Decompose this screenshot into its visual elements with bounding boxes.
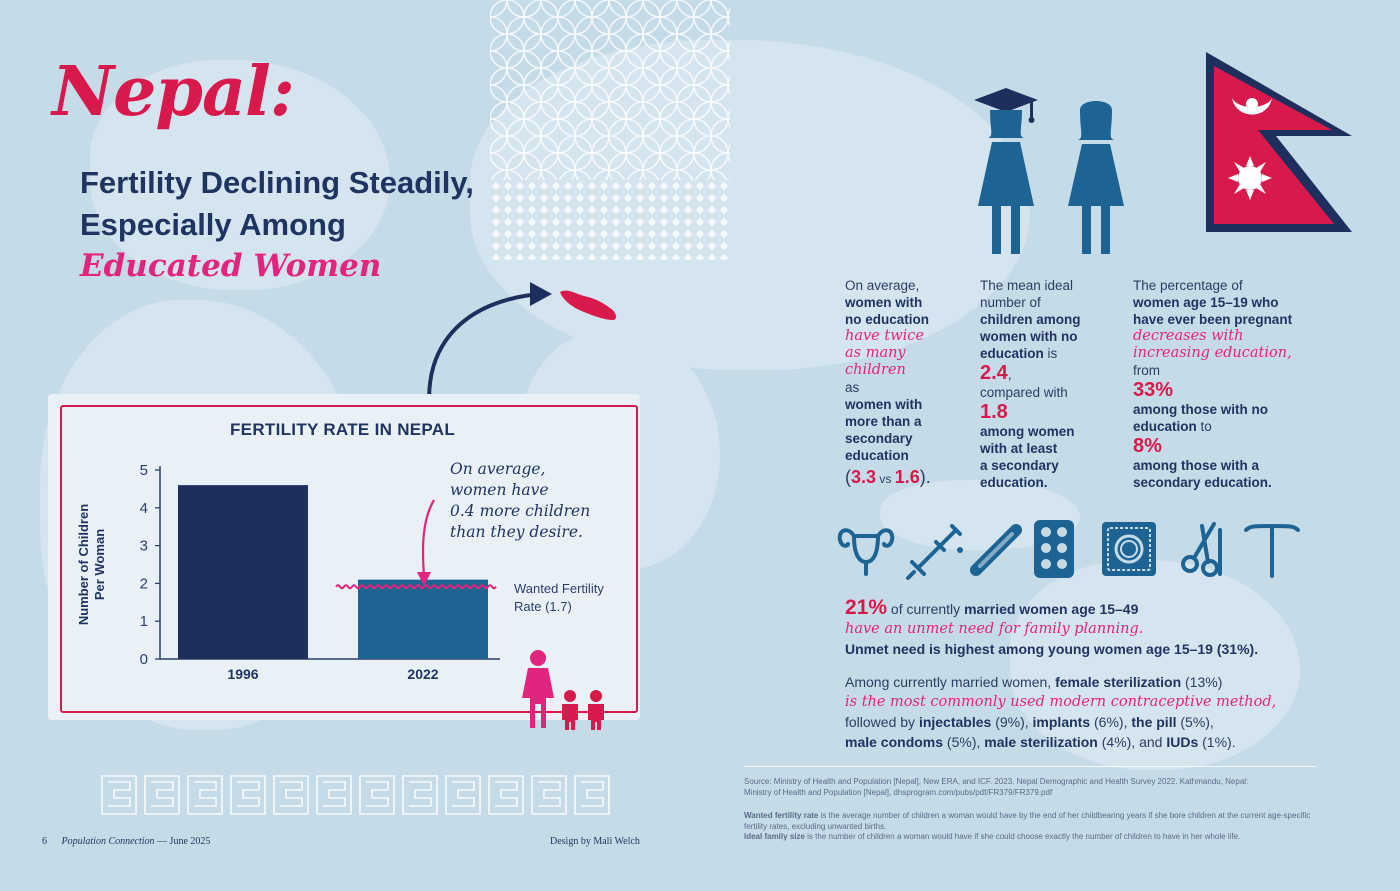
stat3-bold-5: among those with a bbox=[1133, 458, 1260, 473]
stat2-bold-2: women with no bbox=[980, 329, 1078, 344]
definitions bbox=[744, 811, 1312, 843]
implant-icon bbox=[966, 520, 1026, 580]
y-tick-label: 1 bbox=[139, 613, 148, 631]
stat3-text-2: from bbox=[1133, 363, 1160, 378]
y-tick-label: 5 bbox=[139, 462, 148, 479]
methods-text-7: (5%), bbox=[943, 734, 985, 750]
stat-teen-pregnancy bbox=[1133, 277, 1333, 491]
definition-ideal-family-size bbox=[744, 832, 1312, 843]
stat1-highlight-2: as many bbox=[845, 345, 906, 361]
stat1-text: On average, bbox=[845, 278, 920, 293]
subtitle-accent: Educated Women bbox=[80, 248, 382, 284]
stat2-value-1: 2.4 bbox=[980, 362, 1008, 384]
unmet-text-1: of currently bbox=[887, 601, 965, 617]
methods-bold-implants: implants bbox=[1032, 714, 1091, 730]
methods-text-3: followed by bbox=[845, 714, 919, 730]
annotation-arrow bbox=[412, 498, 442, 590]
x-category-label: 2022 bbox=[407, 666, 439, 682]
stat3-text-1: The percentage of bbox=[1133, 278, 1243, 293]
methods-text-9: (1%). bbox=[1198, 734, 1236, 750]
page-title: Nepal: bbox=[52, 52, 294, 132]
contraceptive-icons-row bbox=[834, 518, 1314, 580]
stat1-paren-close: ). bbox=[919, 467, 931, 487]
stat2-bold-5: with at least bbox=[980, 441, 1058, 456]
stat3-highlight-1: decreases with bbox=[1133, 328, 1244, 344]
methods-bold-injectables: injectables bbox=[918, 714, 992, 730]
stat1-bold-5: secondary bbox=[845, 431, 913, 446]
stat3-bold-1: women age 15–19 who bbox=[1133, 295, 1279, 310]
stat2-text-3: is bbox=[1043, 346, 1058, 361]
y-tick-label: 3 bbox=[139, 537, 148, 555]
fertility-bar-chart bbox=[70, 450, 510, 690]
stat2-bold-3: education bbox=[980, 346, 1044, 361]
methods-text-4: (9%), bbox=[991, 714, 1033, 730]
page-subtitle bbox=[80, 162, 500, 246]
bar-2022 bbox=[358, 580, 488, 659]
methods-bold-iuds: IUDs bbox=[1166, 734, 1199, 750]
stat3-bold-3: among those with no bbox=[1133, 402, 1268, 417]
stat2-text-4: compared with bbox=[980, 385, 1068, 400]
page-footer bbox=[42, 836, 210, 847]
unmet-bold: married women age 15–49 bbox=[964, 601, 1139, 617]
stat2-bold-4: among women bbox=[980, 424, 1075, 439]
source-divider bbox=[744, 766, 1316, 767]
stat3-value-1: 33% bbox=[1133, 379, 1174, 401]
design-credit: Design by Mali Welch bbox=[550, 836, 640, 847]
annotation-line-4: than they desire. bbox=[450, 523, 583, 541]
definition-wanted-fertility-text: is the average number of children a woman would have by the end of her childbearing years if she bore children at the current age-specific fertility rates, excluding unwanted births. bbox=[744, 811, 1311, 831]
x-category-label: 1996 bbox=[227, 666, 259, 682]
stat3-bold-4: education bbox=[1133, 419, 1197, 434]
woman-icon bbox=[1058, 100, 1134, 256]
stat2-text-1: The mean ideal bbox=[980, 278, 1074, 293]
methods-bold-male-sterilization: male sterilization bbox=[984, 734, 1098, 750]
methods-paragraph bbox=[845, 672, 1315, 752]
stat1-value-2: 1.6 bbox=[894, 467, 920, 487]
y-tick-label: 4 bbox=[139, 499, 148, 517]
chart-title: FERTILITY RATE IN NEPAL bbox=[230, 420, 456, 439]
source-citation bbox=[744, 777, 1312, 798]
pill-pack-icon bbox=[1032, 518, 1076, 580]
methods-text-8: (4%), and bbox=[1097, 734, 1167, 750]
stat1-highlight-1: have twice bbox=[845, 328, 924, 344]
y-tick-label: 0 bbox=[139, 651, 148, 668]
methods-bold-condoms: male condoms bbox=[845, 734, 944, 750]
stat2-text-2: number of bbox=[980, 295, 1041, 310]
stat3-highlight-2: increasing education, bbox=[1133, 345, 1292, 361]
stat3-text-3: to bbox=[1196, 419, 1212, 434]
source-line-2: Ministry of Health and Population [Nepal], dhsprogram.com/pubs/pdf/FR379/FR379.pdf bbox=[744, 787, 1053, 797]
methods-highlight: is the most commonly used modern contraceptive method, bbox=[845, 694, 1277, 710]
methods-bold-sterilization: female sterilization bbox=[1055, 674, 1182, 690]
stat1-bold-1: women with bbox=[845, 295, 923, 310]
nepal-flag bbox=[1202, 48, 1360, 236]
stat1-vs: vs bbox=[876, 472, 895, 486]
unmet-need-paragraph bbox=[845, 598, 1315, 659]
definition-wanted-fertility bbox=[744, 811, 1312, 832]
stat1-bold-3: women with bbox=[845, 397, 923, 412]
definition-wanted-fertility-term: Wanted fertility rate bbox=[744, 811, 819, 820]
subtitle-line-2: Especially Among bbox=[80, 207, 346, 242]
decorative-lattice bbox=[490, 0, 730, 260]
scissors-icon bbox=[1180, 520, 1228, 578]
methods-text-2: (13%) bbox=[1181, 674, 1223, 690]
stat1-text-2: as bbox=[845, 380, 860, 395]
annotation-line-3: 0.4 more children bbox=[450, 502, 591, 520]
stat1-highlight-3: children bbox=[845, 362, 906, 378]
subtitle-line-1: Fertility Declining Steadily, bbox=[80, 165, 474, 200]
stat-education-children bbox=[845, 277, 975, 492]
stat-ideal-family-size bbox=[980, 277, 1120, 491]
stat2-bold-6: a secondary bbox=[980, 458, 1059, 473]
y-axis-label bbox=[76, 504, 107, 625]
stat3-bold-2: have ever been pregnant bbox=[1133, 312, 1293, 327]
publication-name: Population Connection bbox=[61, 836, 155, 847]
decorative-key-pattern bbox=[100, 772, 620, 818]
stat2-bold-1: children among bbox=[980, 312, 1081, 327]
annotation-line-1: On average, bbox=[450, 460, 546, 478]
stat2-bold-7: education. bbox=[980, 475, 1048, 490]
methods-text-5: (6%), bbox=[1090, 714, 1132, 730]
educated-woman-icon bbox=[968, 86, 1044, 256]
nepal-map-shape bbox=[558, 286, 620, 324]
stat1-value-1: 3.3 bbox=[851, 467, 877, 487]
methods-bold-pill: the pill bbox=[1131, 714, 1177, 730]
methods-text-6: (5%), bbox=[1176, 714, 1214, 730]
bar-1996 bbox=[178, 485, 308, 659]
unmet-highlight: have an unmet need for family planning. bbox=[845, 621, 1144, 637]
wanted-fertility-label: Wanted Fertility Rate (1.7) bbox=[514, 581, 604, 614]
stat3-value-2: 8% bbox=[1133, 435, 1162, 457]
y-tick-label: 2 bbox=[139, 575, 148, 593]
family-icon bbox=[514, 648, 614, 732]
unmet-percent: 21% bbox=[845, 596, 888, 619]
y-axis-label-line-2: Per Woman bbox=[92, 528, 107, 601]
annotation-line-2: women have bbox=[450, 481, 549, 499]
chart-annotation bbox=[450, 459, 600, 543]
publication-date: — June 2025 bbox=[154, 836, 211, 847]
unmet-highest: Unmet need is highest among young women age 15–19 (31%). bbox=[845, 641, 1259, 657]
stat2-value-2: 1.8 bbox=[980, 401, 1008, 423]
iud-icon bbox=[1242, 522, 1302, 578]
stat2-comma: , bbox=[1007, 367, 1012, 382]
condom-icon bbox=[1100, 520, 1158, 578]
stat3-bold-6: secondary education. bbox=[1133, 475, 1272, 490]
y-axis-label-line-1: Number of Children bbox=[76, 503, 91, 626]
source-line-1: Source: Ministry of Health and Population [Nepal], New ERA, and ICF. 2023. Nepal Demographic and Health Survey 2022. Kathmandu, Nepal: bbox=[744, 777, 1249, 786]
syringe-icon bbox=[906, 520, 966, 580]
stat1-bold-2: no education bbox=[845, 312, 929, 327]
methods-text-1: Among currently married women, bbox=[845, 674, 1056, 690]
page-number: 6 bbox=[42, 836, 47, 847]
stat1-bold-6: education bbox=[845, 448, 909, 463]
stat1-bold-4: more than a bbox=[845, 414, 922, 429]
definition-ideal-family-size-term: Ideal family size bbox=[744, 832, 805, 841]
stat1-paren-open: ( bbox=[845, 467, 851, 487]
definition-ideal-family-size-text: is the number of children a woman would have if she could choose exactly the number of children to have in her whole life. bbox=[804, 832, 1241, 841]
uterus-icon bbox=[834, 522, 898, 578]
